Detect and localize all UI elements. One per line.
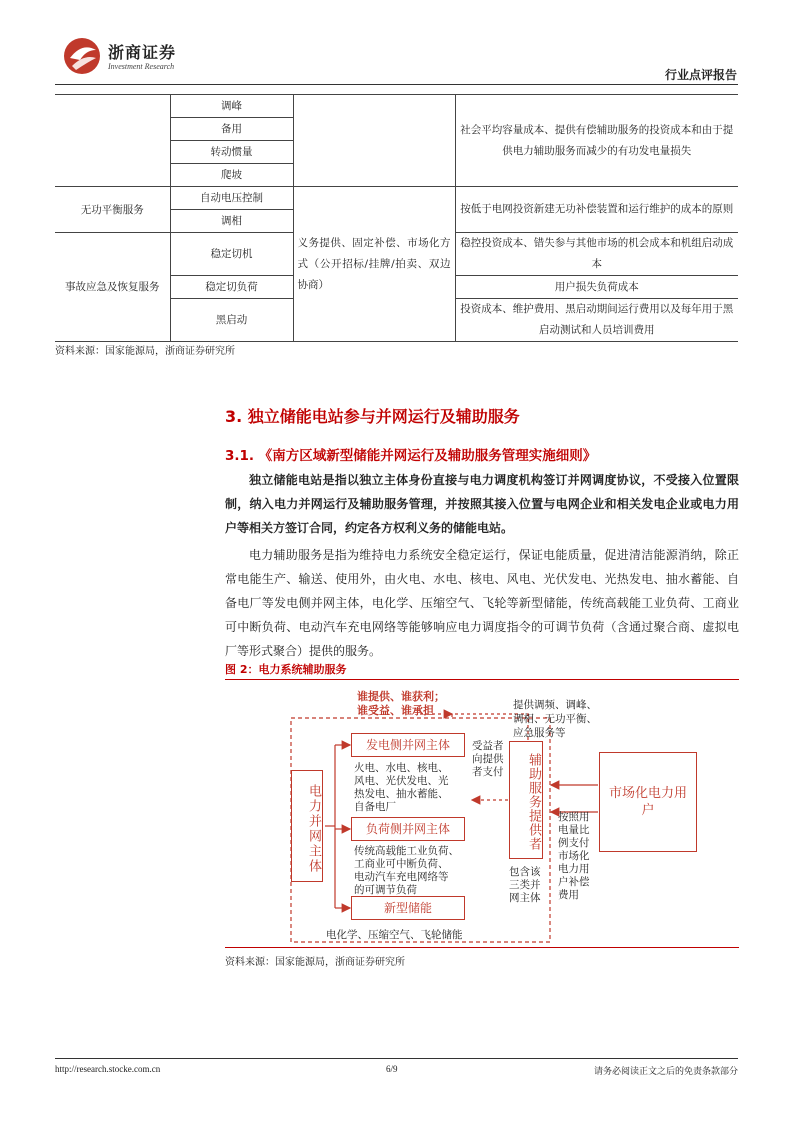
diagram-main-subject-box: 电力并网主体 [291,770,323,882]
diagram-generation-list-1: 火电、水电、核电、 [354,762,449,774]
diagram-generation-list-2: 风电、光伏发电、光 [354,775,449,787]
table-cell-method: 义务提供、固定补偿、市场化方式（公开招标/挂牌/拍卖、双边协商） [293,187,455,342]
table-cell-method-blank [293,95,455,187]
diagram-beneficiary-1: 受益者 [472,740,504,752]
table-cell-service: 转动惯量 [170,141,293,164]
table-cell-service: 黑启动 [170,299,293,342]
subsection-heading: 3.1. 《南方区域新型储能并网运行及辅助服务管理实施细则》 [225,448,597,464]
figure-top-rule [225,679,739,680]
diagram-provider-box: 辅助服务提供者 [509,741,543,859]
diagram-services-line-2: 调相、无功平衡、 [513,713,597,725]
diagram-load-list-1: 传统高载能工业负荷、 [354,845,459,857]
figure-caption: 图 2：电力系统辅助服务 [225,663,347,676]
diagram-pay-1: 按照用 [558,811,590,823]
diagram-pay-3: 例支付 [558,837,590,849]
diagram-services-line-1: 提供调频、调峰、 [513,699,597,711]
logo-english-name: Investment Research [108,62,175,71]
logo-chinese-name: 浙商证券 [108,43,177,62]
table-cell-category: 事故应急及恢复服务 [55,233,170,342]
table-cell-service: 自动电压控制 [170,187,293,210]
ancillary-services-table [55,94,738,342]
table-cell-service: 稳定切机 [170,233,293,276]
diagram-load-list-3: 电动汽车充电网络等 [354,871,449,883]
diagram-pay-5: 电力用 [558,863,590,875]
table-cell-service: 调峰 [170,95,293,118]
document-type: 行业点评报告 [664,68,737,82]
company-logo-icon [62,36,104,76]
figure-bottom-rule [225,947,739,948]
diagram-beneficiary-2: 向提供 [472,753,504,765]
footer-url-link[interactable]: http://research.stocke.com.cn [55,1064,161,1074]
diagram-include-1: 包含该 [509,866,541,878]
diagram-generation-list-4: 自备电厂 [354,801,396,813]
diagram-generation-box: 发电侧并网主体 [351,733,465,757]
diagram-beneficiary-3: 者支付 [472,766,504,778]
figure-source-note: 资料来源：国家能源局，浙商证券研究所 [225,957,405,968]
section-heading: 3. 独立储能电站参与并网运行及辅助服务 [225,407,520,426]
diagram-market-user-box: 市场化电力用户 [599,752,697,852]
table-cell-cost: 按低于电网投资新建无功补偿装置和运行维护的成本的原则 [455,187,738,233]
page-number: 6/9 [386,1064,398,1074]
table-cell-cost: 稳控投资成本、错失参与其他市场的机会成本和机组启动成本 [455,233,738,276]
table-cell-cost: 用户损失负荷成本 [455,276,738,299]
diagram-services-line-3: 应急服务等 [513,727,566,739]
header-divider [55,84,738,85]
table-source-note: 资料来源：国家能源局，浙商证券研究所 [55,346,235,357]
paragraph-ancillary-services: 电力辅助服务是指为维持电力系统安全稳定运行，保证电能质量，促进清洁能源消纳，除正常电能生产、输送、使用外，由火电、水电、核电、风电、光伏发电、光热发电、抽水蓄能、自备电厂等发电侧并网主体，电化学、压缩空气、飞轮等新型储能，传统高载能工业负荷、工商业可中断负荷、电动汽车充电网络等能够响应电力调度指令的可调节负荷（含通过聚合商、虚拟电厂等形式聚合）提供的服务。 [225,548,739,658]
table-cell-category: 无功平衡服务 [55,187,170,233]
diagram-pay-2: 电量比 [558,824,590,836]
footer-divider [55,1058,738,1059]
table-cell-cost: 投资成本、维护费用、黑启动期间运行费用以及每年用于黑启动测试和人员培训费用 [455,299,738,342]
table-cell-service: 调相 [170,210,293,233]
diagram-load-list-2: 工商业可中断负荷、 [354,858,449,870]
diagram-load-box: 负荷侧并网主体 [351,817,465,841]
table-cell-service: 备用 [170,118,293,141]
table-cell-category-blank [55,95,170,187]
table-cell-cost: 社会平均容量成本、提供有偿辅助服务的投资成本和由于提供电力辅助服务而减少的有功发电量损失 [455,95,738,187]
table-cell-service: 稳定切负荷 [170,276,293,299]
diagram-include-3: 网主体 [509,892,541,904]
disclaimer-note: 请务必阅读正文之后的免责条款部分 [593,1067,738,1077]
diagram-include-2: 三类并 [509,879,541,891]
diagram-storage-list: 电化学、压缩空气、飞轮储能 [326,929,463,941]
table-cell-service: 爬坡 [170,164,293,187]
diagram-principle-2: 谁受益、谁承担 [357,704,434,717]
paragraph-definition: 独立储能电站是指以独立主体身份直接与电力调度机构签订并网调度协议，不受接入位置限制，纳入电力并网运行及辅助服务管理，并按照其接入位置与电网企业和相关发电企业或电力用户等相关方签订合同，约定各方权利义务的储能电站。 [225,473,739,535]
diagram-generation-list-3: 热发电、抽水蓄能、 [354,788,449,800]
diagram-storage-box: 新型储能 [351,896,465,920]
diagram-pay-7: 费用 [558,889,579,901]
diagram-pay-4: 市场化 [558,850,590,862]
diagram-load-list-4: 的可调节负荷 [354,884,417,896]
table-row [55,187,738,210]
table-row [55,95,738,118]
diagram-principle-1: 谁提供、谁获利； [357,690,445,703]
diagram-pay-6: 户补偿 [558,876,590,888]
